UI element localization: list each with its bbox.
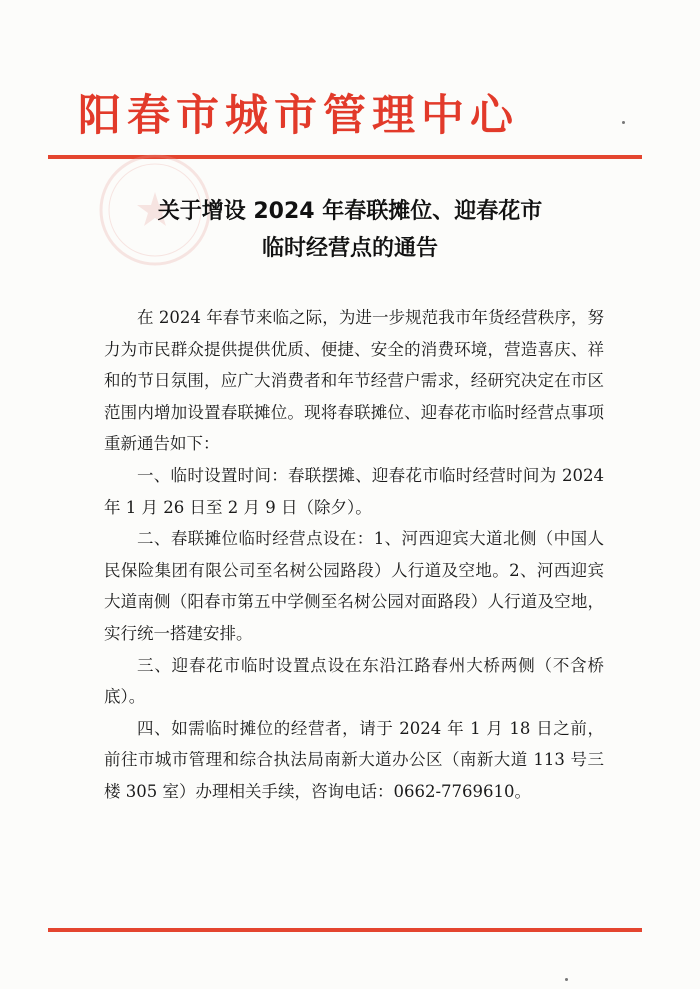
organization-name: 阳春市城市管理中心 xyxy=(78,91,519,141)
body-paragraph-flower-market: 三、迎春花市临时设置点设在东沿江路春州大桥两侧（不含桥底）。 xyxy=(104,655,604,707)
body-paragraph-intro: 在 2024 年春节来临之际，为进一步规范我市年货经营秩序，努力为市民群众提供提供优质、便捷、安全的消费环境，营造喜庆、祥和的节日氛围，应广大消费者和年节经营户需求，经研究决定在市区范围内增加设置春联摊位。现将春联摊位、迎春花市临时经营点事项重新通告如下： xyxy=(104,308,604,454)
notice-title-line-1: 关于增设 2024 年春联摊位、迎春花市 xyxy=(157,199,543,224)
notice-body xyxy=(104,302,604,808)
body-paragraph-application: 四、如需临时摊位的经营者，请于 2024 年 1 月 18 日之前，前往市城市管理和综合执法局南新大道办公区（南新大道 113 号三楼 305 室）办理相关手续，咨询电话：0662-7769610。 xyxy=(104,718,604,801)
notice-title-line-2: 临时经营点的通告 xyxy=(261,236,438,261)
body-paragraph-couplet-location: 二、春联摊位临时经营点设在：1、河西迎宾大道北侧（中国人民保险集团有限公司至名树公园路段）人行道及空地。2、河西迎宾大道南侧（阳春市第五中学侧至名树公园对面路段）人行道及空地，实行统一搭建安排。 xyxy=(104,529,604,643)
footer-red-rule xyxy=(48,928,642,932)
scan-speck xyxy=(622,121,625,124)
scan-speck xyxy=(565,978,568,981)
body-paragraph-time: 一、临时设置时间：春联摆摊、迎春花市临时经营时间为 2024 年 1 月 26 日至 2 月 9 日（除夕）。 xyxy=(104,465,604,517)
